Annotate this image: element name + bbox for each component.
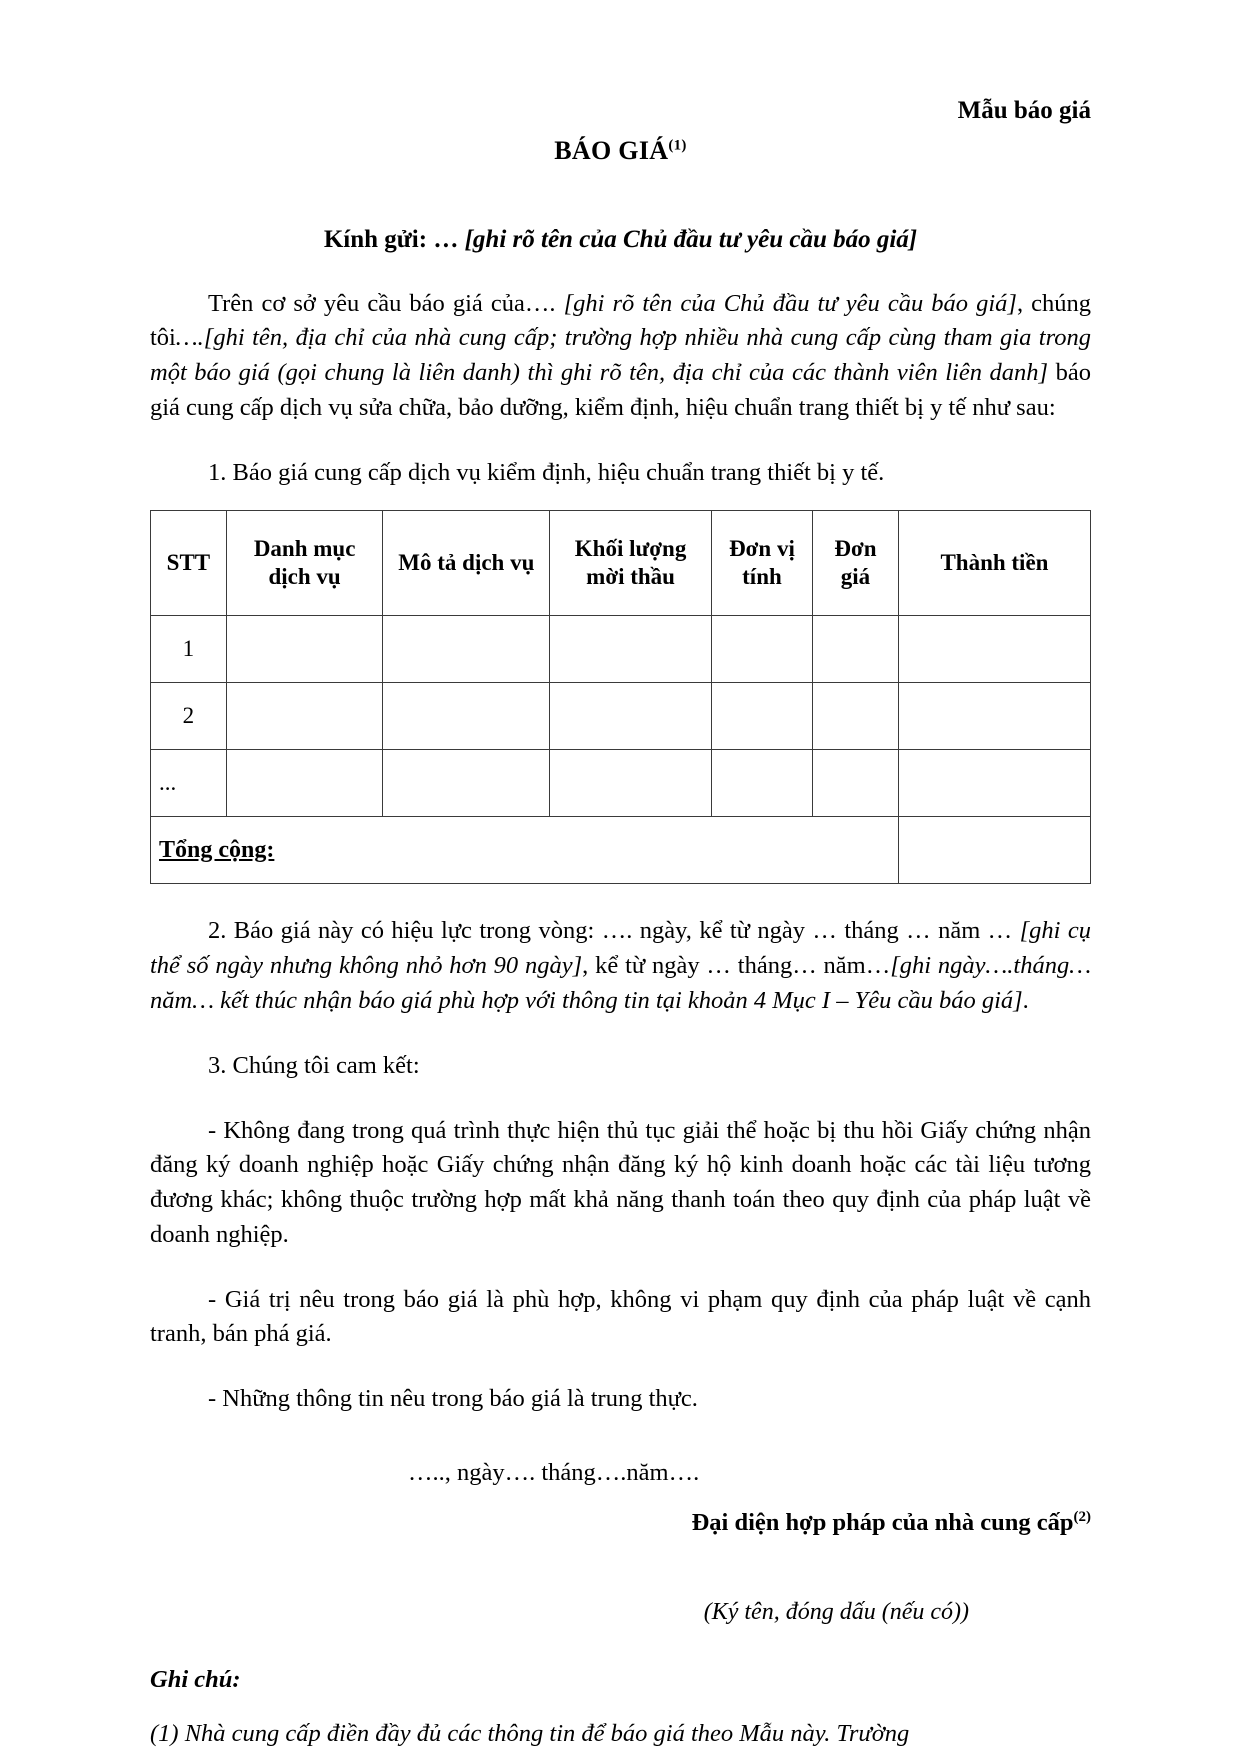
- quotation-table: [150, 510, 1091, 884]
- page-title-text: BÁO GIÁ: [554, 136, 669, 165]
- cell-khoi-luong[interactable]: [550, 616, 712, 683]
- cell-danh-muc[interactable]: [226, 683, 383, 750]
- page-title-footnote-marker: (1): [668, 137, 687, 154]
- total-value-cell[interactable]: [898, 817, 1090, 884]
- cell-danh-muc[interactable]: [226, 616, 383, 683]
- table-row: [151, 750, 1091, 817]
- col-header-don-vi: Đơn vị tính: [711, 511, 812, 616]
- note-item: (1) Nhà cung cấp điền đầy đủ các thông tin để báo giá theo Mẫu này. Trường: [150, 1720, 910, 1748]
- table-header-row: [151, 511, 1091, 616]
- cell-don-vi[interactable]: [711, 616, 812, 683]
- col-header-mo-ta: Mô tả dịch vụ: [383, 511, 550, 616]
- cell-mo-ta[interactable]: [383, 750, 550, 817]
- cell-stt: 1: [151, 616, 227, 683]
- cell-thanh-tien[interactable]: [898, 616, 1090, 683]
- cell-stt: ...: [151, 750, 227, 817]
- cell-don-gia[interactable]: [813, 750, 899, 817]
- col-header-danh-muc: Danh mục dịch vụ: [226, 511, 383, 616]
- intro-placeholder-2: ….[ghi tên, địa chỉ của nhà cung cấp; trường hợp nhiều nhà cung cấp cùng tham gia trong một báo giá (gọi chung là liên danh) thì ghi rõ tên, địa chỉ của các thành viên liên danh]: [150, 324, 1091, 387]
- cell-mo-ta[interactable]: [383, 616, 550, 683]
- signer-title-text: Đại diện hợp pháp của nhà cung cấp: [691, 1509, 1074, 1537]
- commitment-item: - Những thông tin nêu trong báo giá là trung thực.: [208, 1385, 698, 1413]
- recipient-line: [150, 224, 1091, 257]
- section2-text-2: , kể từ ngày … tháng… năm…: [582, 952, 891, 980]
- col-header-thanh-tien: Thành tiền: [898, 511, 1090, 616]
- intro-placeholder-1: [ghi rõ tên của Chủ đầu tư yêu cầu báo giá]: [563, 289, 1017, 317]
- cell-danh-muc[interactable]: [226, 750, 383, 817]
- signer-footnote-marker: (2): [1073, 1509, 1091, 1525]
- document-header-label: Mẫu báo giá: [957, 97, 1091, 124]
- total-label-cell: [151, 817, 899, 884]
- quotation-table-head: [151, 511, 1091, 616]
- section2-paragraph: [150, 914, 1091, 1018]
- cell-thanh-tien[interactable]: [898, 683, 1090, 750]
- col-header-khoi-luong: Khối lượng mời thầu: [550, 511, 712, 616]
- cell-stt: 2: [151, 683, 227, 750]
- quotation-table-body: [151, 616, 1091, 884]
- recipient-label: Kính gửi: …: [323, 226, 459, 253]
- section2-placeholder-1: [ghi cụ thể số ngày nhưng không nhỏ hơn 90 ngày]: [150, 917, 1091, 980]
- intro-lead-2: , chúng tôi: [150, 289, 1092, 352]
- table-row: [151, 683, 1091, 750]
- cell-don-vi[interactable]: [711, 683, 812, 750]
- commitment-item: - Không đang trong quá trình thực hiện thủ tục giải thể hoặc bị thu hồi Giấy chứng nhận đăng ký doanh nghiệp hoặc Giấy chứng nhận đăng ký hộ kinh doanh hoặc các tài liệu tương đương khác; không thuộc trường hợp mất khả năng thanh toán theo quy định của pháp luật về doanh nghiệp.: [150, 1116, 1091, 1248]
- section2-placeholder-2: [ghi ngày….tháng…năm… kết thúc nhận báo giá phù hợp với thông tin tại khoản 4 Mục I – Yêu cầu báo giá]: [150, 952, 1091, 1014]
- section2-text-3: .: [1022, 986, 1029, 1014]
- sign-instruction: (Ký tên, đóng dấu (nếu có)): [703, 1599, 969, 1626]
- cell-khoi-luong[interactable]: [550, 683, 712, 750]
- page-title: [150, 136, 1091, 166]
- notes-title: Ghi chú:: [150, 1666, 241, 1694]
- section1-heading: 1. Báo giá cung cấp dịch vụ kiểm định, hiệu chuẩn trang thiết bị y tế.: [208, 458, 885, 486]
- table-row: [151, 616, 1091, 683]
- commitment-item: - Giá trị nêu trong báo giá là phù hợp, không vi phạm quy định của pháp luật về cạnh tranh, bán phá giá.: [150, 1285, 1091, 1348]
- col-header-stt: STT: [151, 511, 227, 616]
- table-total-row: [151, 817, 1091, 884]
- intro-lead-3: báo giá cung cấp dịch vụ sửa chữa, bảo dưỡng, kiểm định, hiệu chuẩn trang thiết bị y tế như sau:: [150, 359, 1092, 421]
- section3-heading: 3. Chúng tôi cam kết:: [208, 1051, 420, 1079]
- cell-don-gia[interactable]: [813, 683, 899, 750]
- cell-thanh-tien[interactable]: [898, 750, 1090, 817]
- col-header-don-gia: Đơn giá: [813, 511, 899, 616]
- cell-khoi-luong[interactable]: [550, 750, 712, 817]
- signature-date-line: ….., ngày…. tháng….năm….: [408, 1459, 700, 1486]
- intro-paragraph: [150, 287, 1091, 426]
- cell-mo-ta[interactable]: [383, 683, 550, 750]
- total-label: Tổng cộng:: [159, 836, 275, 863]
- signer-title: [150, 1509, 1091, 1537]
- intro-lead-1: Trên cơ sở yêu cầu báo giá của….: [208, 289, 556, 317]
- cell-don-gia[interactable]: [813, 616, 899, 683]
- recipient-placeholder: [ghi rõ tên của Chủ đầu tư yêu cầu báo giá]: [464, 226, 918, 253]
- section2-text-1: 2. Báo giá này có hiệu lực trong vòng: …. ngày, kể từ ngày … tháng … năm …: [208, 917, 1020, 945]
- cell-don-vi[interactable]: [711, 750, 812, 817]
